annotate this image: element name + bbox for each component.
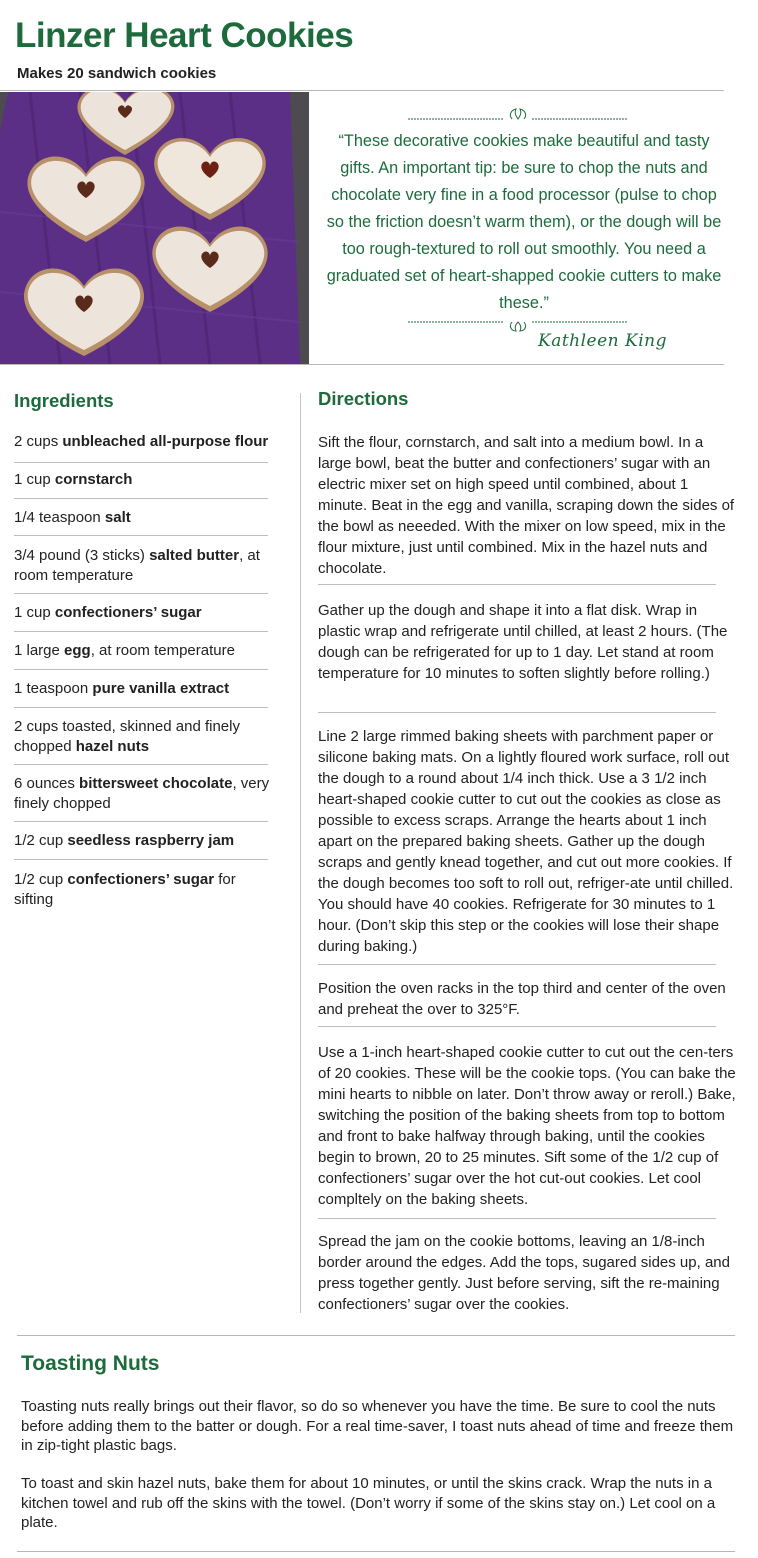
header-divider [0,90,724,91]
ingredient-divider [14,669,268,670]
ingredient-item: 3/4 pound (3 sticks) salted butter, at room temperature [14,547,260,584]
photo-divider [0,364,724,365]
ingredient-divider [14,535,268,536]
direction-divider [318,1218,716,1219]
direction-divider [318,1026,716,1027]
direction-step: Spread the jam on the cookie bottoms, leaving an 1/8-inch border around the edges. Add the tops, sugared sides up, and press together gently. Just before serving, sift the re-maining confectioners’ sugar over the cookies. [318,1233,730,1313]
ingredient-item: 1 large egg, at room temperature [14,642,235,659]
direction-divider [318,584,716,585]
ingredient-item: 1 cup cornstarch [14,471,133,488]
directions-heading: Directions [318,388,409,409]
direction-step: Line 2 large rimmed baking sheets with parchment paper or silicone baking mats. On a lightly floured work surface, roll out the dough to a round about 1/4 inch thick. Use a 3 1/2 inch heart-shaped cookie cutter to cut out the cookies as close as possible to excess scraps. Arrange the hearts about 1 inch apart on the prepared baking sheets. Gather up the dough scraps and gently knead together, and cut out more cookies. If the dough becomes too soft to roll out, refriger-ate until chilled. You should have 40 cookies. Refrigerate for 30 minutes to 1 hour. (Don’t skip this step or the cookies will lose their shape during baking.) [318,728,734,955]
yield-subtitle: Makes 20 sandwich cookies [17,65,217,82]
cookie-photo [0,92,309,364]
toasting-paragraph: Toasting nuts really brings out their flavor, so do so whenever you have the time. Be sure to cool the nuts before adding them to the batter or dough. For a real time-saver, I toast nuts ahead of time and freeze them in zip-tight plastic bags. [21,1398,734,1454]
ingredient-divider [14,498,268,499]
ingredient-item: 6 ounces bittersweet chocolate, very finely chopped [14,775,270,812]
flourish-ornament-icon [408,318,628,332]
ingredient-divider [14,707,268,708]
cookie-photo-illustration [0,92,309,364]
ingredient-divider [14,593,268,594]
direction-step: Use a 1-inch heart-shaped cookie cutter to cut out the cen-ters of 20 cookies. These will be the cookie tops. (You can bake the mini hearts to nibble on later. Don’t throw away or reroll.) Bake, switching the position of the baking sheets from top to bottom and front to bake halfway through baking, until the cookies begin to brown, 20 to 25 minutes. Sift some of the 1/2 cup of confectioners’ sugar over the hot cut-out cookies. Let cool compltely on the baking sheets. [318,1044,736,1208]
quote-text: “These decorative cookies make beautiful and tasty gifts. An important tip: be sure to chop the nuts and chocolate very fine in a food processor (pulse to chop so the friction doesn’t warm them), or the dough will be too rough-textured to roll out smoothly. You need a graduated set of heart-shapped cookie cutters to make these.” [326,132,722,312]
ingredient-divider [14,462,268,463]
direction-step: Gather up the dough and shape it into a flat disk. Wrap in plastic wrap and refrigerate until chilled, at least 2 hours. (The dough can be refrigerated for up to 1 day. Let stand at room temperature for 10 minutes to soften slightly before rolling.) [318,602,728,682]
ingredient-divider [14,764,268,765]
toasting-nuts-heading: Toasting Nuts [21,1352,160,1375]
ingredient-item: 2 cups unbleached all-purpose flour [14,433,269,450]
author-quote [320,105,725,360]
footer-divider [17,1551,735,1552]
ingredient-item: 2 cups toasted, skinned and finely chopped hazel nuts [14,718,240,755]
direction-divider [318,964,716,965]
ingredient-divider [14,859,268,860]
column-divider [300,393,301,1313]
section-divider [17,1335,735,1336]
ingredient-item: 1 cup confectioners’ sugar [14,604,202,621]
ingredient-divider [14,631,268,632]
ingredient-item: 1/2 cup confectioners’ sugar for sifting [14,871,236,908]
direction-step: Position the oven racks in the top third and center of the oven and preheat the over to 325°F. [318,980,726,1018]
flourish-ornament-icon [408,108,628,122]
author-signature: Kathleen King [538,331,667,351]
page-title: Linzer Heart Cookies [15,16,354,55]
direction-divider [318,712,716,713]
toasting-paragraph: To toast and skin hazel nuts, bake them for about 10 minutes, or until the skins crack. Wrap the nuts in a kitchen towel and rub off the skins with the towel. (Don’t worry if some of the skins stay on.) Let cool on a plate. [21,1475,716,1531]
ingredient-item: 1/4 teaspoon salt [14,509,131,526]
ingredient-divider [14,821,268,822]
direction-step: Sift the flour, cornstarch, and salt into a medium bowl. In a large bowl, beat the butter and confectioners’ sugar with an electric mixer set on high speed until combined, about 1 minute. Beat in the egg and vanilla, scraping down the sides of the bowl as neeeded. With the mixer on low speed, mix in the flour mixture, just until combined. Mix in the hazel nuts and chocolate. [318,434,735,577]
ingredients-heading: Ingredients [14,390,114,411]
ingredient-item: 1/2 cup seedless raspberry jam [14,832,235,849]
ingredient-item: 1 teaspoon pure vanilla extract [14,680,230,697]
